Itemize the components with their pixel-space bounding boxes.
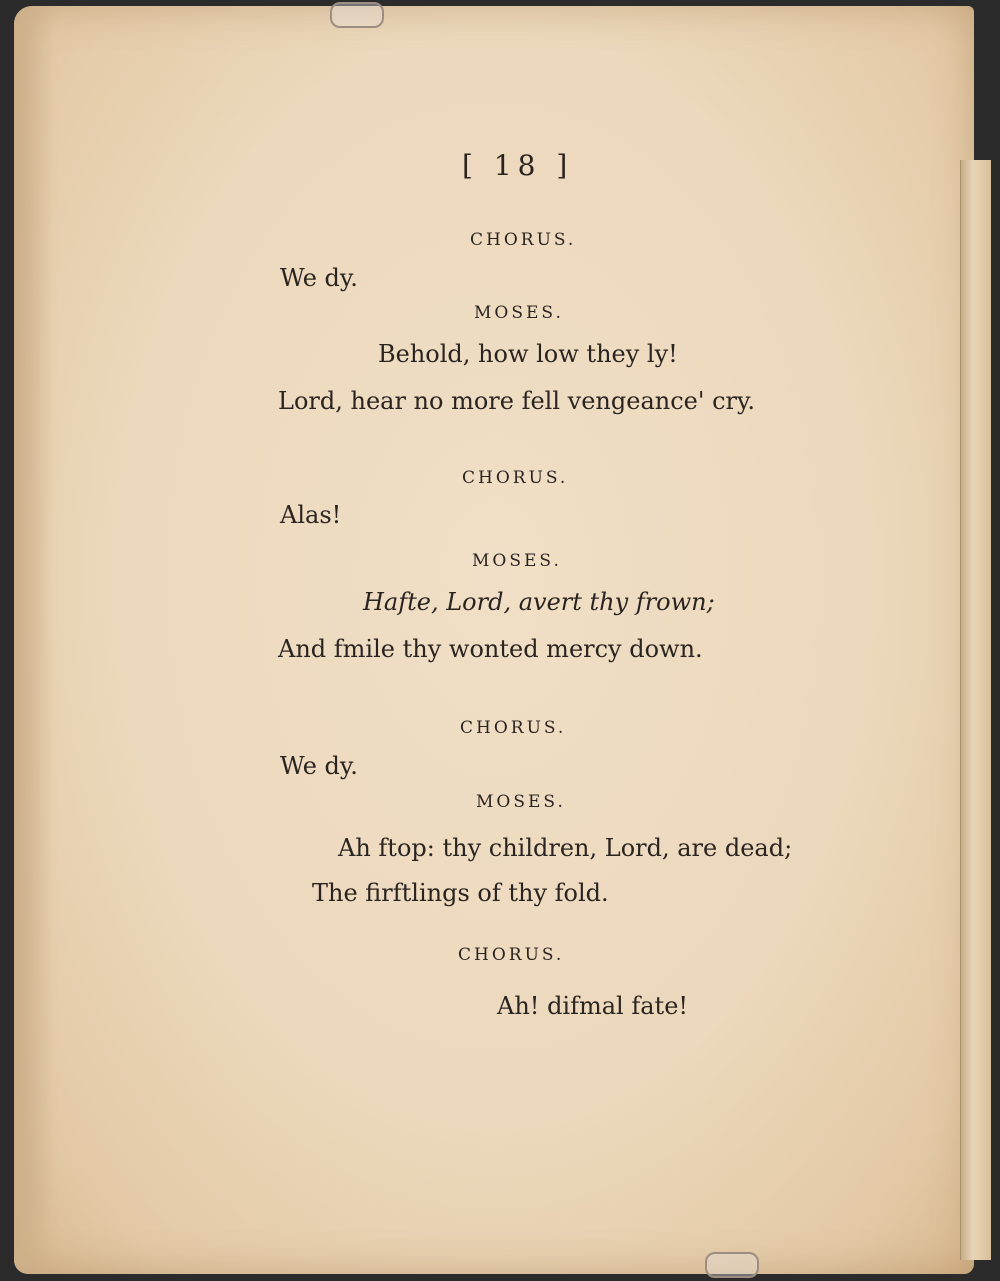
verse-line: Hafte, Lord, avert thy frown; <box>363 588 715 616</box>
verse-line: And fmile thy wonted mercy down. <box>278 635 703 663</box>
verse-line: Behold, how low they ly! <box>378 340 678 368</box>
verse-line: We dy. <box>280 752 358 780</box>
speaker-heading-chorus: CHORUS. <box>460 718 567 738</box>
speaker-heading-chorus: CHORUS. <box>458 945 565 965</box>
speaker-heading-chorus: CHORUS. <box>462 468 569 488</box>
verse-line: Lord, hear no more fell vengeance' cry. <box>278 387 755 415</box>
paper-clip-icon <box>330 2 384 28</box>
speaker-heading-moses: MOSES. <box>474 303 564 323</box>
worn-left-edge <box>14 6 54 1274</box>
speaker-heading-moses: MOSES. <box>472 551 562 571</box>
paper-clip-icon <box>705 1252 759 1278</box>
verse-line: We dy. <box>280 264 358 292</box>
verse-line: Ah! difmal fate! <box>497 992 689 1020</box>
speaker-heading-moses: MOSES. <box>476 792 566 812</box>
verse-line: Alas! <box>280 501 342 529</box>
book-spine <box>960 160 991 1260</box>
page-number: [ 18 ] <box>462 149 574 182</box>
verse-line: The firftlings of thy fold. <box>312 879 609 907</box>
speaker-heading-chorus: CHORUS. <box>470 230 577 250</box>
verse-line: Ah ftop: thy children, Lord, are dead; <box>338 834 793 862</box>
